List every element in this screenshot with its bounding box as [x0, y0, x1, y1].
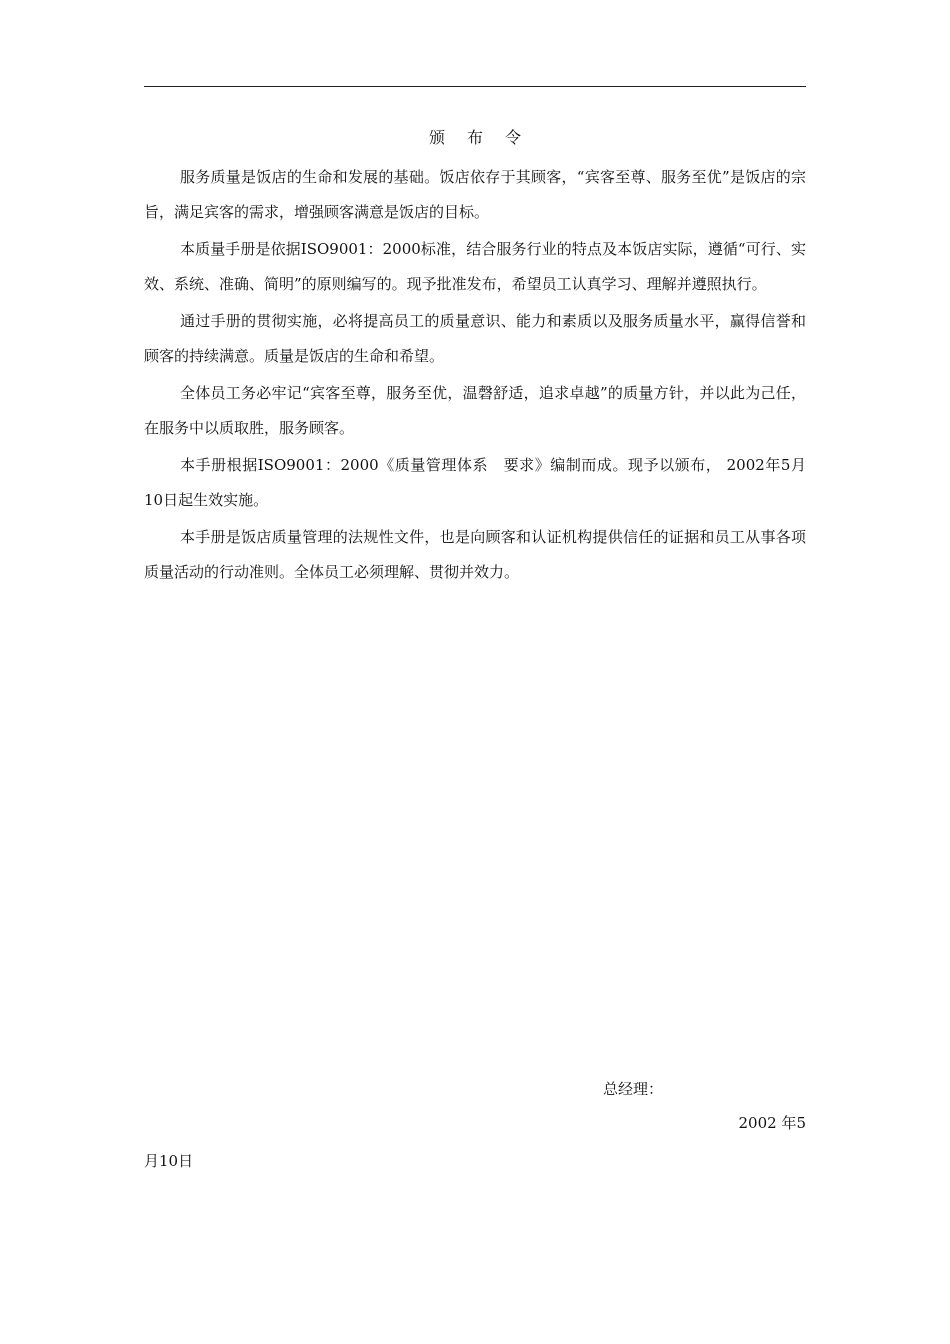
document-title: 颁布令	[428, 128, 543, 147]
header-rule	[144, 86, 806, 87]
paragraph-3: 通过手册的贯彻实施，必将提高员工的质量意识、能力和素质以及服务质量水平，赢得信誉和顾客的持续满意。质量是饭店的生命和希望。	[144, 312, 806, 365]
issue-date-line-1: 2002 年5	[738, 1114, 806, 1132]
paragraph-4: 全体员工务必牢记“宾客至尊，服务至优，温磬舒适，追求卓越”的质量方针，并以此为己任，在服务中以质取胜，服务顾客。	[144, 384, 806, 437]
issue-date-line-2: 月10日	[144, 1152, 194, 1170]
document-body	[144, 160, 806, 592]
paragraph-5: 本手册根据ISO9001：2000《质量管理体系 要求》编制而成。现予以颁布， 2002年5月10日起生效实施。	[144, 456, 806, 509]
paragraph-2: 本质量手册是依据ISO9001：2000标准，结合服务行业的特点及本饭店实际，遵循“可行、实效、系统、准确、简明”的原则编写的。现予批准发布，希望员工认真学习、理解并遵照执行。	[144, 240, 806, 293]
signatory-label: 总经理：	[603, 1080, 664, 1098]
paragraph-6: 本手册是饭店质量管理的法规性文件，也是向顾客和认证机构提供信任的证据和员工从事各项质量活动的行动准则。全体员工必须理解、贯彻并效力。	[144, 528, 806, 581]
paragraph-1: 服务质量是饭店的生命和发展的基础。饭店依存于其顾客，“宾客至尊、服务至优”是饭店的宗旨，满足宾客的需求，增强顾客满意是饭店的目标。	[144, 168, 806, 221]
